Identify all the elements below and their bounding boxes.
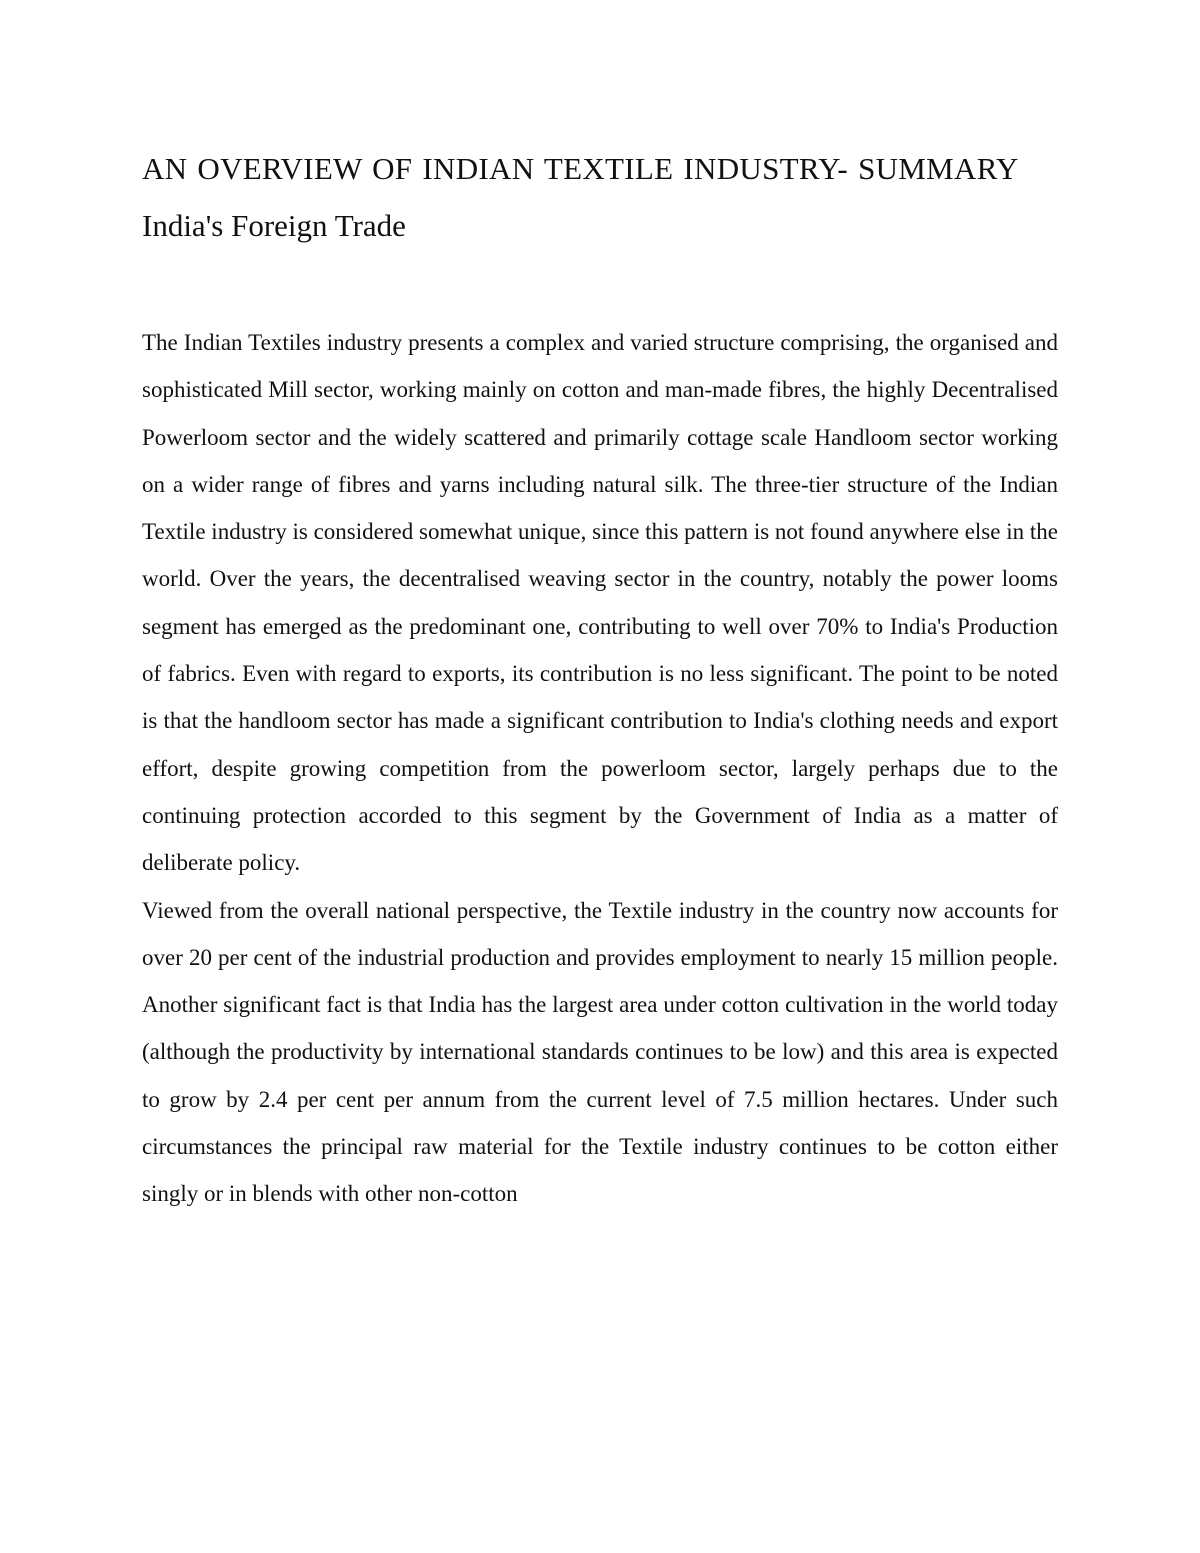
paragraph-2: Viewed from the overall national perspective, the Textile industry in the country now accounts for over 20 per cent of the industrial production and provides employment to nearly 15 million people. Another significant fact is that India has the largest area under cotton cultivation in the world today (although the productivity by international standards continues to be low) and this area is expected to grow by 2.4 per cent per annum from the current level of 7.5 million hectares. Under such circumstances the principal raw material for the Textile industry continues to be cotton either singly or in blends with other non-cotton xyxy=(142,897,1058,1207)
document-page xyxy=(142,140,1058,1218)
document-title: AN OVERVIEW OF INDIAN TEXTILE INDUSTRY- SUMMARY xyxy=(142,151,1019,186)
document-body xyxy=(142,319,1058,1218)
document-subtitle: India's Foreign Trade xyxy=(142,208,406,243)
paragraph-1: The Indian Textiles industry presents a complex and varied structure comprising, the organised and sophisticated Mill sector, working mainly on cotton and man-made fibres, the highly Decentralised Powerloom sector and the widely scattered and primarily cottage scale Handloom sector working on a wider range of fibres and yarns including natural silk. The three-tier structure of the Indian Textile industry is considered somewhat unique, since this pattern is not found anywhere else in the world. Over the years, the decentralised weaving sector in the country, notably the power looms segment has emerged as the predominant one, contributing to well over 70% to India's Production of fabrics. Even with regard to exports, its contribution is no less significant. The point to be noted is that the handloom sector has made a significant contribution to India's clothing needs and export effort, despite growing competition from the powerloom sector, largely perhaps due to the continuing protection accorded to this segment by the Government of India as a matter of deliberate policy. xyxy=(142,330,1058,876)
